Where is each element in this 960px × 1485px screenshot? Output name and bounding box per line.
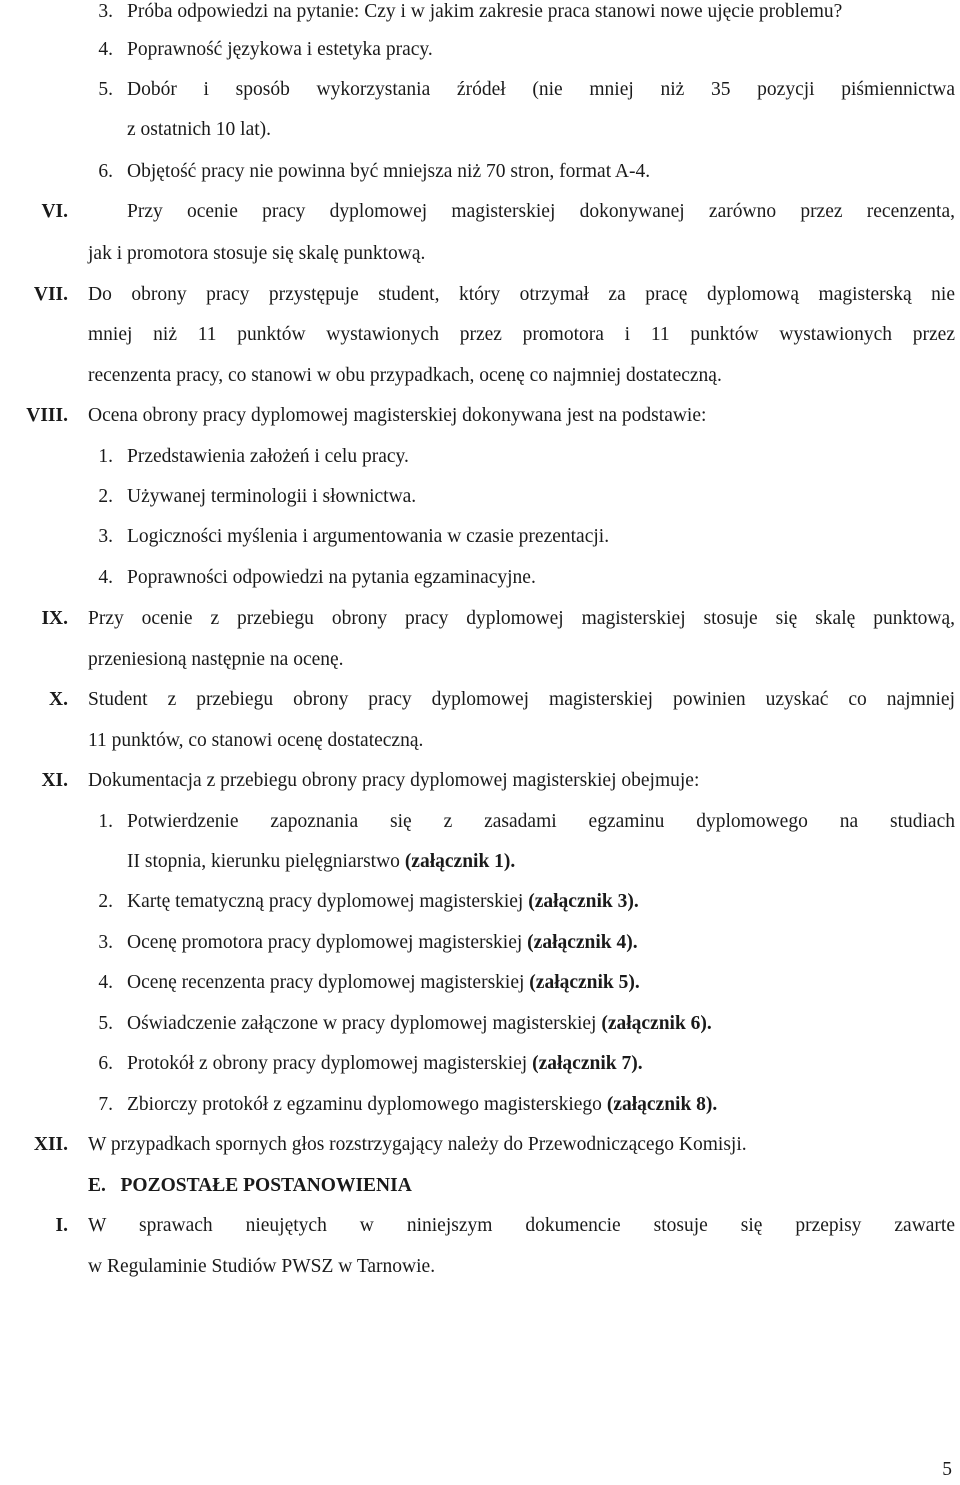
list-item-text: Poprawność językowa i estetyka pracy. bbox=[127, 39, 433, 60]
list-number: 4. bbox=[98, 567, 113, 588]
section-roman-numeral: VII. bbox=[33, 284, 68, 305]
attachment-ref: (załącznik 1). bbox=[404, 851, 516, 872]
list-item-text: Oświadczenie załączone w pracy dyplomowej magisterskiej (załącznik 6). bbox=[127, 1013, 712, 1034]
section-text: Przy ocenie z przebiegu obrony pracy dyplomowej magisterskiej stosuje się skalę punktową, bbox=[88, 608, 955, 629]
section-roman-numeral: IX. bbox=[41, 608, 68, 629]
list-number: 5. bbox=[98, 79, 113, 100]
attachment-ref: (załącznik 5). bbox=[529, 972, 640, 993]
section-roman-numeral: I. bbox=[55, 1215, 68, 1236]
list-item-continuation: II stopnia, kierunku pielęgniarstwo (załącznik 1). bbox=[127, 851, 516, 872]
section-roman-numeral: XII. bbox=[33, 1134, 68, 1155]
list-number: 3. bbox=[98, 932, 113, 953]
list-item-continuation: z ostatnich 10 lat). bbox=[127, 119, 272, 140]
section-roman-numeral: X. bbox=[49, 689, 68, 710]
section-text: W przypadkach spornych głos rozstrzygający należy do Przewodniczącego Komisji. bbox=[88, 1134, 747, 1155]
attachment-ref: (załącznik 7). bbox=[532, 1053, 643, 1074]
list-item-text: Używanej terminologii i słownictwa. bbox=[127, 486, 417, 507]
section-heading: E. POZOSTAŁE POSTANOWIENIA bbox=[88, 1175, 412, 1196]
list-item-text: Ocenę recenzenta pracy dyplomowej magisterskiej (załącznik 5). bbox=[127, 972, 640, 993]
list-item-text: Potwierdzenie zapoznania się z zasadami egzaminu dyplomowego na studiach bbox=[127, 811, 955, 832]
list-number: 1. bbox=[98, 446, 113, 467]
list-item-text: Logiczności myślenia i argumentowania w czasie prezentacji. bbox=[127, 526, 610, 547]
list-item-text: Dobór i sposób wykorzystania źródeł (nie mniej niż 35 pozycji piśmiennictwa bbox=[127, 79, 955, 100]
section-roman-numeral: XI. bbox=[41, 770, 68, 791]
attachment-ref: (załącznik 4). bbox=[527, 932, 638, 953]
list-number: 4. bbox=[98, 972, 113, 993]
section-text: w Regulaminie Studiów PWSZ w Tarnowie. bbox=[88, 1256, 436, 1277]
list-item-text: Zbiorczy protokół z egzaminu dyplomowego magisterskiego (załącznik 8). bbox=[127, 1094, 718, 1115]
list-number: 3. bbox=[98, 526, 113, 547]
section-text: przeniesioną następnie na ocenę. bbox=[88, 649, 344, 670]
section-text: W sprawach nieujętych w niniejszym dokumencie stosuje się przepisy zawarte bbox=[88, 1215, 955, 1236]
list-number: 7. bbox=[98, 1094, 113, 1115]
list-item-text: Poprawności odpowiedzi na pytania egzaminacyjne. bbox=[127, 567, 536, 588]
attachment-ref: (załącznik 6). bbox=[601, 1013, 712, 1034]
attachment-ref: (załącznik 3). bbox=[528, 891, 639, 912]
list-item-text: Przedstawienia założeń i celu pracy. bbox=[127, 446, 409, 467]
list-number: 1. bbox=[98, 811, 113, 832]
list-number: 2. bbox=[98, 486, 113, 507]
section-text: Student z przebiegu obrony pracy dyplomowej magisterskiej powinien uzyskać co najmniej bbox=[88, 689, 955, 710]
list-number: 3. bbox=[98, 1, 113, 22]
list-number: 6. bbox=[98, 161, 113, 182]
section-text: 11 punktów, co stanowi ocenę dostateczną. bbox=[88, 730, 424, 751]
section-roman-numeral: VI. bbox=[41, 201, 68, 222]
list-item-text: Próba odpowiedzi na pytanie: Czy i w jakim zakresie praca stanowi nowe ujęcie problemu? bbox=[127, 1, 843, 22]
section-text: recenzenta pracy, co stanowi w obu przypadkach, ocenę co najmniej dostateczną. bbox=[88, 365, 722, 386]
list-item-text: Protokół z obrony pracy dyplomowej magisterskiej (załącznik 7). bbox=[127, 1053, 643, 1074]
list-item-text: Ocenę promotora pracy dyplomowej magisterskiej (załącznik 4). bbox=[127, 932, 638, 953]
list-item-text: Kartę tematyczną pracy dyplomowej magisterskiej (załącznik 3). bbox=[127, 891, 639, 912]
section-text: jak i promotora stosuje się skalę punktową. bbox=[88, 243, 426, 264]
section-text: Do obrony pracy przystępuje student, który otrzymał za pracę dyplomową magisterską nie bbox=[88, 284, 955, 305]
section-roman-numeral: VIII. bbox=[26, 405, 68, 426]
list-number: 4. bbox=[98, 39, 113, 60]
page-number: 5 bbox=[942, 1459, 952, 1480]
list-number: 5. bbox=[98, 1013, 113, 1034]
section-text: Dokumentacja z przebiegu obrony pracy dyplomowej magisterskiej obejmuje: bbox=[88, 770, 700, 791]
list-number: 6. bbox=[98, 1053, 113, 1074]
attachment-ref: (załącznik 8). bbox=[606, 1094, 718, 1115]
section-text: mniej niż 11 punktów wystawionych przez promotora i 11 punktów wystawionych przez bbox=[88, 324, 955, 345]
list-item-text: Objętość pracy nie powinna być mniejsza niż 70 stron, format A-4. bbox=[127, 161, 651, 182]
list-number: 2. bbox=[98, 891, 113, 912]
section-text: Przy ocenie pracy dyplomowej magisterskiej dokonywanej zarówno przez recenzenta, bbox=[127, 201, 955, 222]
section-text: Ocena obrony pracy dyplomowej magisterskiej dokonywana jest na podstawie: bbox=[88, 405, 707, 426]
